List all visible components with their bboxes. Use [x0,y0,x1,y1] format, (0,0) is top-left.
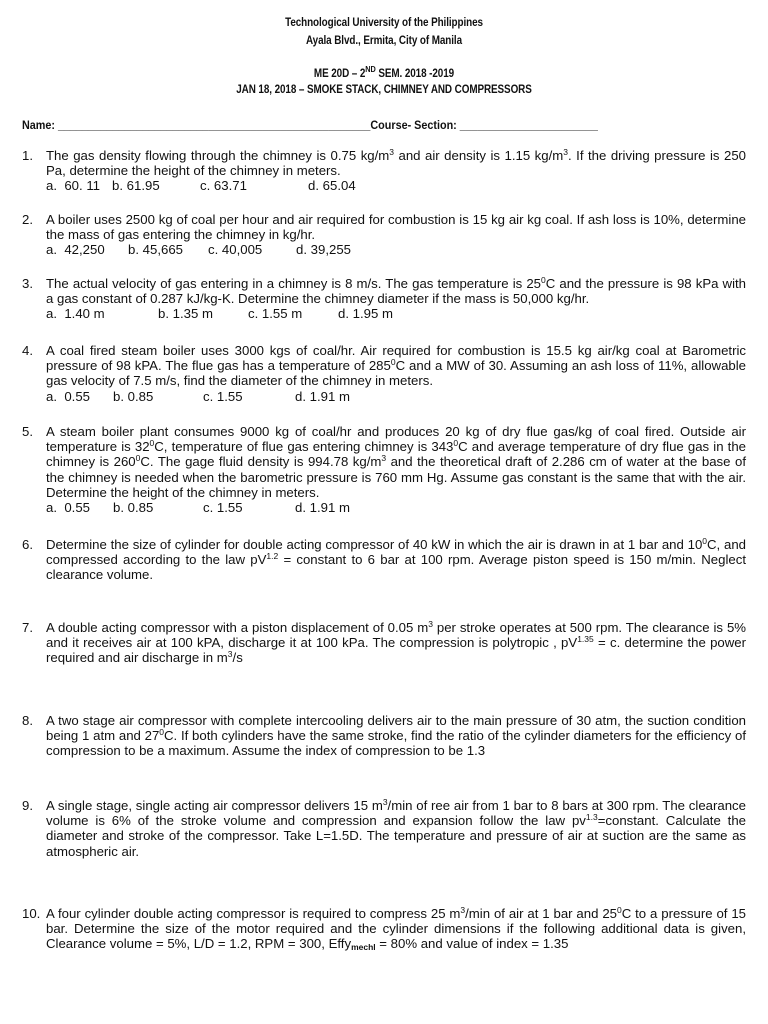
question-number: 10. [22,906,41,921]
choice-b: b. 0.85 [113,388,154,404]
superscript: 3 [227,649,233,660]
question-number: 4. [22,343,33,358]
superscript: 0 [135,453,141,464]
superscript: 0 [702,536,708,546]
question-text [46,798,746,859]
superscript: 3 [381,453,387,464]
superscript: 3 [382,797,388,807]
choice-a: a. 1.40 m [46,306,105,322]
text-segment: /s [232,650,243,666]
course-code-superscript: ND [365,64,376,74]
question-1 [22,148,746,194]
text-segment: The actual velocity of gas entering in a chimney is 8 m/s. The gas temperature is 25 [46,276,541,291]
choice-b: b. 61.95 [112,178,160,194]
question-2 [22,212,746,258]
choice-c: c. 1.55 m [248,306,303,322]
answer-choices [46,178,746,193]
text-segment: C. If both cylinders have the same stroke, find the ratio of the cylinder diameters for the efficiency of compression to be a maximum. Assume the index of compression to be 1.3 [46,728,747,759]
text-segment: A single stage, single acting air compressor delivers 15 m [46,798,383,813]
superscript: 1.2 [266,551,279,562]
text-segment: = 80% and value of index = 1.35 [375,936,569,952]
question-3 [22,276,746,322]
choice-d: d. 65.04 [308,178,356,194]
course-code-prefix: ME 20D – 2 [313,68,366,80]
section-blank: _______________________ [459,118,598,132]
choice-d: d. 1.91 m [295,388,350,404]
choice-b: b. 0.85 [113,500,154,516]
question-text [46,148,746,178]
question-number: 8. [22,713,33,728]
superscript: 3 [389,147,395,157]
university-address: Ayala Blvd., Ermita, City of Manila [305,35,463,47]
text-segment: A double acting compressor with a piston displacement of 0.05 m [46,620,429,635]
text-segment: A steam boiler plant consumes 9000 kg of coal/hr and produces 20 kg of dry flue gas/kg of coal fired. Outside air temperature is 32 [46,424,746,455]
question-text [46,343,746,389]
text-segment: A coal fired steam boiler uses 3000 kgs of coal/hr. Air required for combustion is 15.5 kg air/kg coal at Barometric pressure of 98 kPA. The flue gas has a temperature of 285 [46,343,746,374]
text-segment: . If the driving pressure is 250 Pa, determine the height of the chimney in meters. [46,148,747,179]
question-number: 1. [22,148,33,163]
question-4 [22,343,746,404]
superscript: 1.35 [577,634,594,645]
question-text [46,424,746,500]
choice-a: a. 0.55 [46,388,90,404]
question-7 [22,620,746,666]
question-5 [22,424,746,515]
choice-a: a. 60. 11 [46,178,101,194]
question-number: 9. [22,798,33,813]
question-8 [22,713,746,759]
question-text [46,620,746,666]
text-segment: The gas density flowing through the chimney is 0.75 kg/m [46,148,390,163]
superscript: 0 [541,275,546,285]
question-text [46,212,746,242]
subscript: mechl [351,942,376,953]
question-number: 3. [22,276,33,291]
text-segment: =constant. Calculate the diameter and stroke of the compressor. Take L=1.5D. The temperature and pressure of air at suction are the same as atmospheric air. [46,813,746,859]
answer-choices [46,500,746,515]
university-name: Technological University of the Philippines [285,17,483,29]
name-label: Name: [22,118,56,132]
text-segment: A boiler uses 2500 kg of coal per hour and air required for combustion is 15 kg air kg coal. If ash loss is 10%, determine the mass of gas entering the chimney in kg/hr. [46,212,746,243]
question-text [46,713,746,759]
question-9 [22,798,746,859]
exam-title: JAN 18, 2018 – SMOKE STACK, CHIMNEY AND COMPRESSORS [236,84,532,96]
text-segment: and air density is 1.15 kg/m [394,148,564,163]
choice-d: d. 39,255 [296,242,351,258]
question-10 [22,906,746,952]
text-segment: /min of air at 1 bar and 25 [465,906,617,921]
text-segment: = constant to 6 bar at 100 rpm. Average piston speed is 150 m/min. Neglect clearance volume. [46,552,747,583]
text-segment: A four cylinder double acting compressor is required to compress 25 m [46,906,461,921]
superscript: 0 [159,727,165,738]
superscript: 3 [428,619,433,629]
text-segment: C. The gage fluid density is 994.78 kg/m [140,454,382,470]
text-segment: A two stage air compressor with complete intercooling delivers air to the main pressure of 30 atm, the suction condition being 1 atm and 27 [46,713,746,744]
superscript: 0 [453,438,459,449]
text-segment: C, and compressed according to the law pV [46,537,746,568]
superscript: 1.3 [585,812,598,823]
superscript: 0 [617,905,622,915]
answer-choices [46,306,746,321]
superscript: 0 [149,438,155,449]
section-label: Course- Section: [370,118,457,132]
choice-c: c. 63.71 [200,178,247,194]
question-number: 6. [22,537,33,552]
course-code-suffix: SEM. 2018 -2019 [375,68,455,80]
choice-a: a. 0.55 [46,500,90,516]
text-segment: Determine the size of cylinder for double acting compressor of 40 kW in which the air is drawn in at 1 bar and 10 [46,537,703,552]
name-blank: ____________________________________________________ [58,118,371,132]
text-segment: C and average temperature of dry flue gas in the chimney is 260 [46,439,746,470]
choice-b: b. 1.35 m [158,306,213,322]
text-segment: C and a MW of 30. Assuming an ash loss of 11%, allowable gas velocity of 7.5 m/s, find the diameter of the chimney in meters. [46,358,746,389]
superscript: 3 [460,905,466,915]
question-text [46,537,746,583]
choice-c: c. 1.55 [203,388,243,404]
choice-c: c. 40,005 [208,242,263,258]
question-number: 7. [22,620,33,635]
question-text [46,276,746,306]
text-segment: /min of ree air from 1 bar to 8 bars at 300 rpm. The clearance volume is 6% of the stroke volume and compression and expansion follow the law pv [46,798,746,829]
answer-choices [46,389,746,404]
choice-b: b. 45,665 [128,242,183,258]
text-segment: = c. determine the power required and air discharge in m [46,635,746,666]
text-segment: and the theoretical draft of 2.286 cm of water at the base of the chimney is needed when the barometric pressure is 760 mm Hg. Assume gas constant is the same that with the air. Determine the height of the chimney in meters. [46,454,746,500]
text-segment: C, temperature of flue gas entering chimney is 343 [154,439,454,455]
text-segment: per stroke operates at 500 rpm. The clearance is 5% and it receives air at 100 kPA, discharge it at 100 kPa. The compression is polytropic , pV [46,620,747,651]
choice-d: d. 1.91 m [295,500,350,516]
question-text [46,906,746,952]
question-6 [22,537,746,583]
text-segment: C and the pressure is 98 kPa with a gas constant of 0.287 kJ/kg-K. Determine the chimney diameter if the mass is 50,000 kg/hr. [46,276,747,307]
name-section-line [22,118,652,132]
superscript: 0 [390,357,396,368]
choice-d: d. 1.95 m [338,306,393,322]
answer-choices [46,242,746,257]
superscript: 3 [563,147,568,157]
question-number: 2. [22,212,33,227]
course-code [54,64,714,80]
choice-a: a. 42,250 [46,242,105,258]
question-number: 5. [22,424,33,439]
choice-c: c. 1.55 [203,500,243,516]
text-segment: C to a pressure of 15 bar. Determine the size of the motor required and the cylinder dimensions if the following additional data is given, Clearance volume = 5%, L/D = 1.2, RPM = 300, Effy [46,906,747,952]
